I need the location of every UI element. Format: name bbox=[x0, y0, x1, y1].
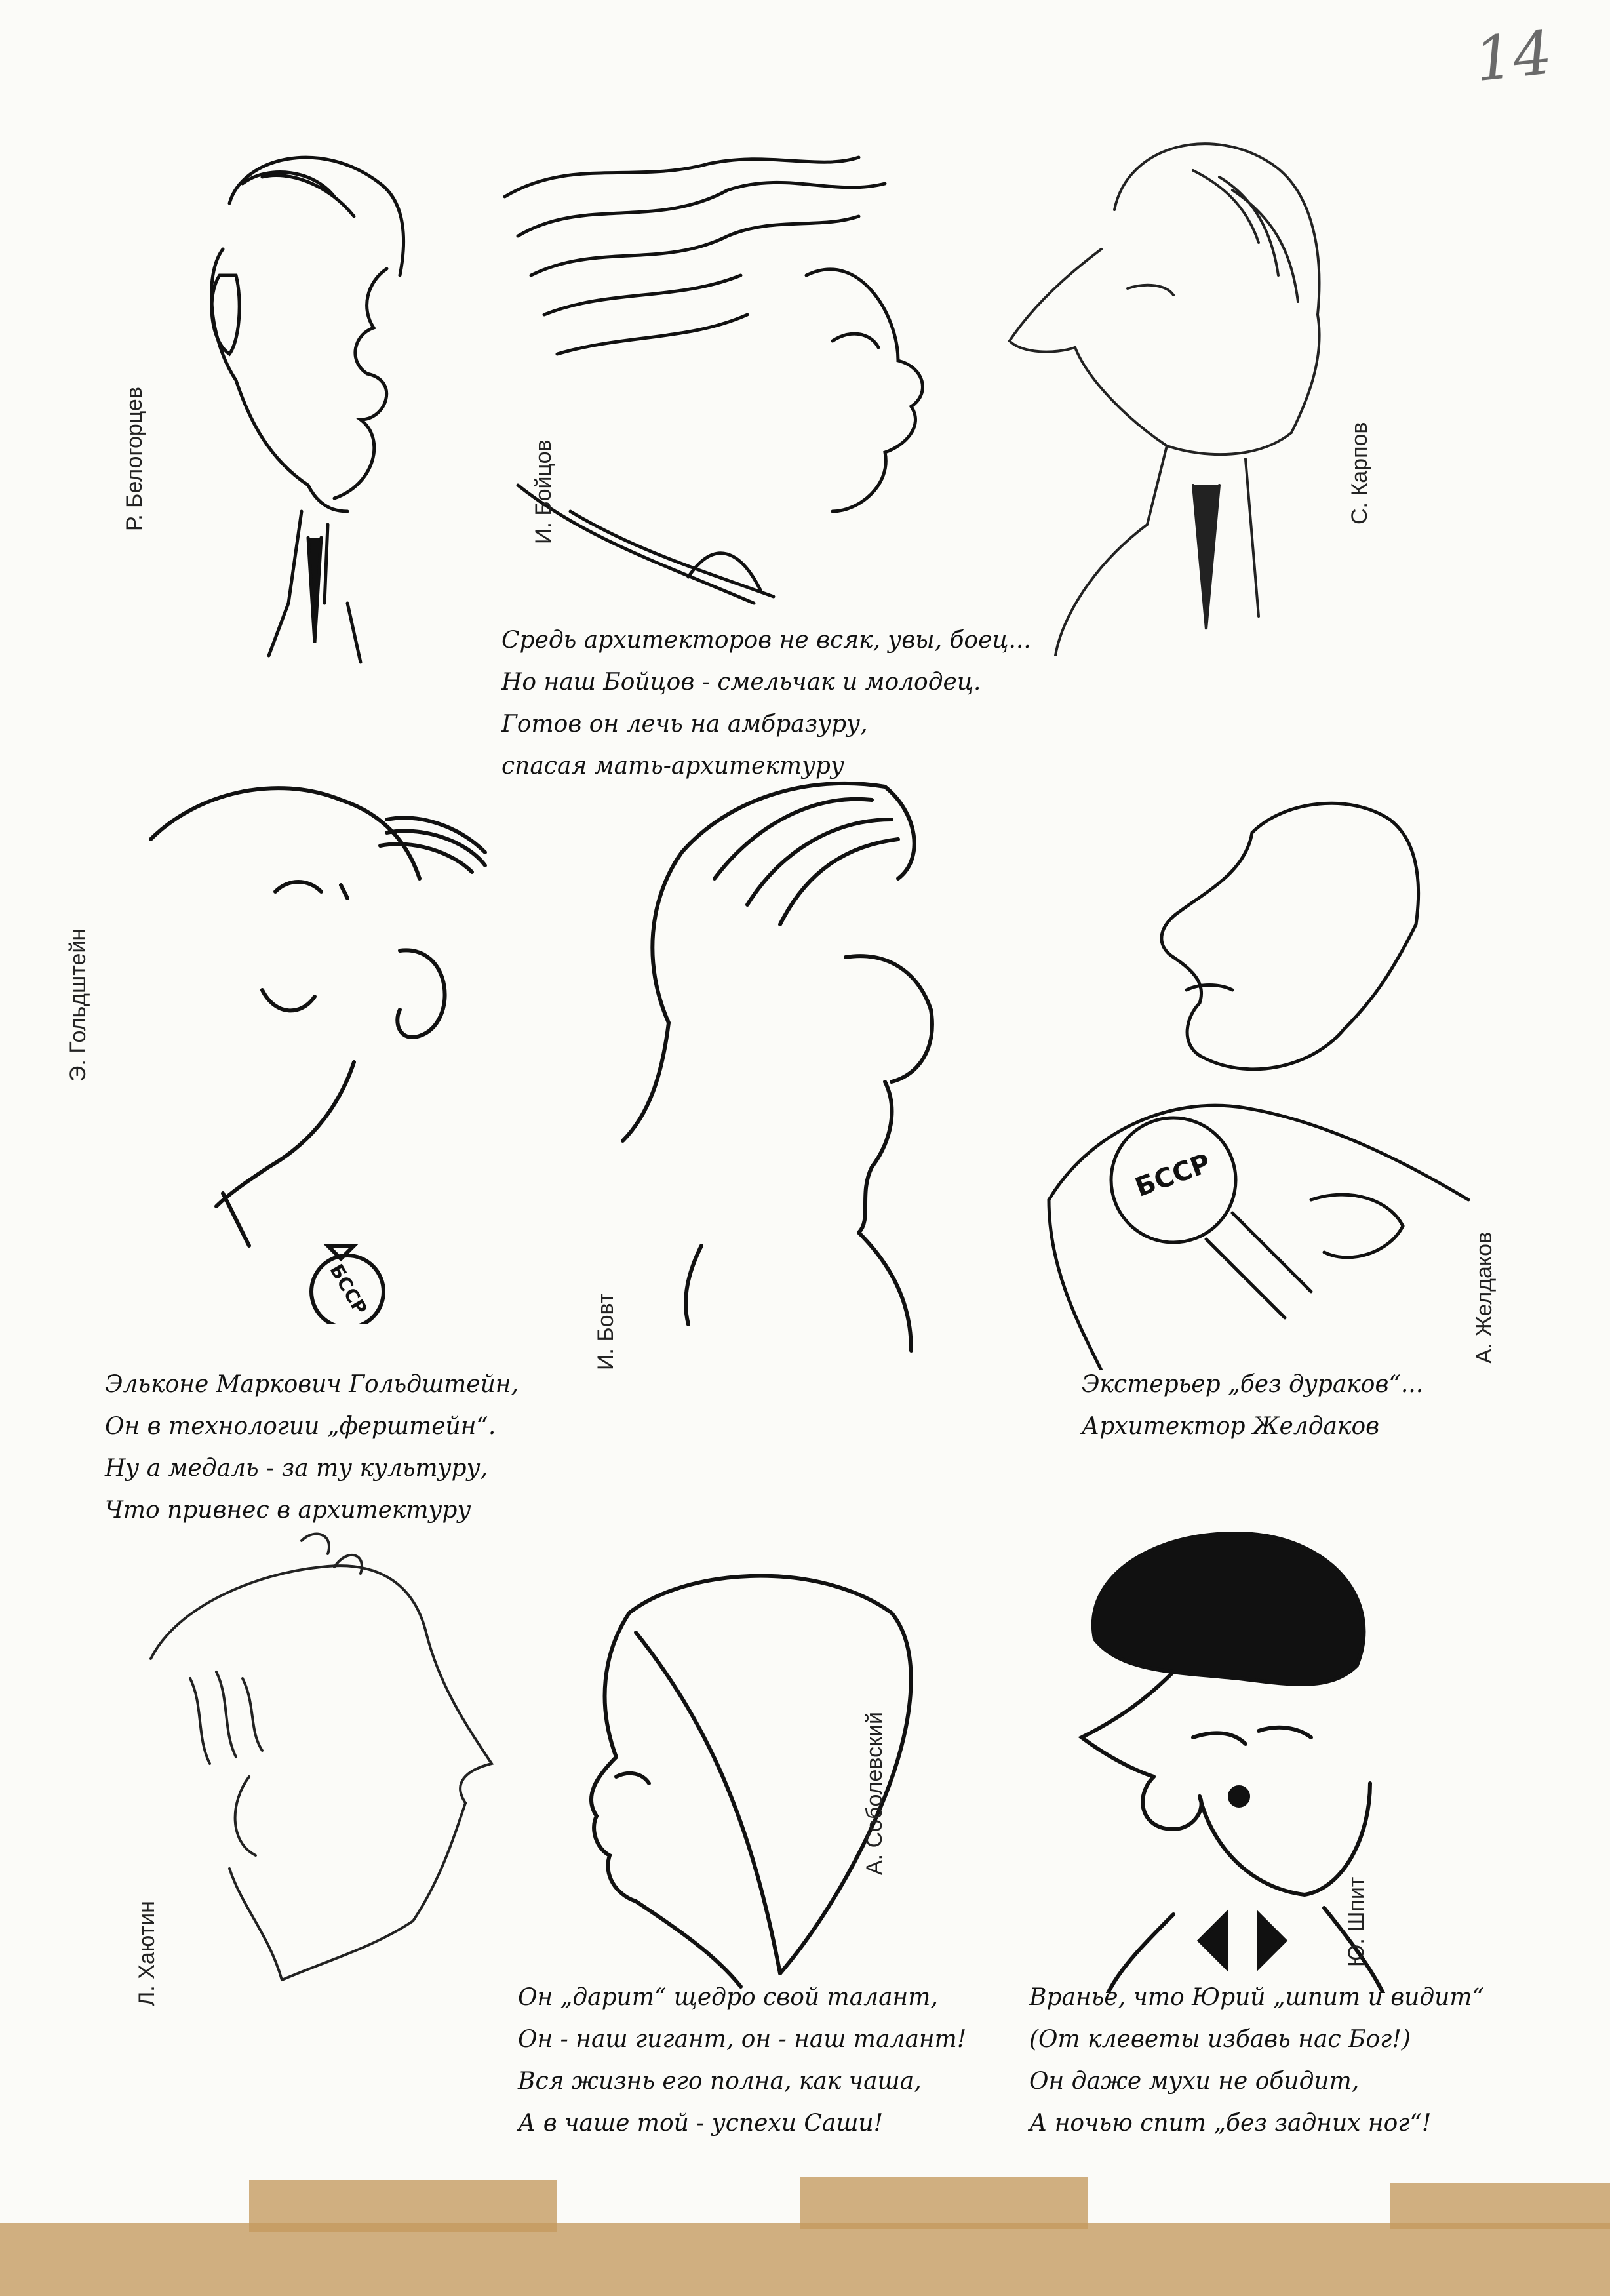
caricature-khayutin bbox=[138, 1528, 505, 1987]
verse-zheldakov bbox=[1082, 1364, 1423, 1448]
verse-line: Что привнес в архитектуру bbox=[105, 1497, 471, 1524]
verse-line: Он даже мухи не обидит, bbox=[1029, 2068, 1360, 2095]
verse-line: Он в технологии „ферштейн“. bbox=[105, 1413, 496, 1440]
caricature-goldshtein bbox=[144, 774, 511, 1324]
portrait-label: Р. Белогорцев bbox=[122, 387, 147, 531]
verse-line: Эльконе Маркович Гольдштейн, bbox=[105, 1371, 519, 1398]
verse-sobolevsky bbox=[518, 1977, 966, 2145]
verse-line: Он - наш гигант, он - наш талант! bbox=[518, 2026, 967, 2053]
verse-line: Вся жизнь его полна, как чаша, bbox=[518, 2068, 922, 2095]
verse-line: А в чаше той - успехи Саши! bbox=[518, 2110, 884, 2137]
portrait-label: А. Соболевский bbox=[862, 1712, 887, 1875]
page-number: 14 bbox=[1471, 17, 1556, 96]
verse-line: Экстерьер „без дураков“... bbox=[1082, 1371, 1424, 1398]
caricature-karpov bbox=[996, 118, 1403, 656]
verse-line: (От клеветы избавь нас Бог!) bbox=[1029, 2026, 1411, 2053]
verse-boytsov bbox=[501, 620, 1031, 787]
verse-line: спасая мать-архитектуру bbox=[501, 753, 844, 780]
tape-tab bbox=[800, 2177, 1088, 2229]
medal-text: БССР bbox=[325, 1260, 372, 1318]
portrait-label: И. Бовт bbox=[593, 1293, 618, 1370]
verse-line: А ночью спит „без задних ног“! bbox=[1029, 2110, 1432, 2137]
portrait-label: С. Карпов bbox=[1347, 422, 1372, 525]
verse-line: Вранье, что Юрий „шпит и видит“ bbox=[1029, 1984, 1484, 2011]
portrait-label: А. Желдаков bbox=[1472, 1231, 1497, 1364]
portrait-label: И. Бойцов bbox=[531, 439, 556, 544]
verse-line: Готов он лечь на амбразуру, bbox=[501, 711, 868, 738]
portrait-label: Э. Гольдштейн bbox=[66, 928, 90, 1082]
caricature-boytsov bbox=[492, 144, 951, 616]
caricature-zheldakov bbox=[1036, 793, 1482, 1370]
verse-shpit bbox=[1029, 1977, 1484, 2145]
verse-line: Средь архитекторов не всяк, увы, боец... bbox=[501, 627, 1031, 654]
medal-text: БССР bbox=[1131, 1148, 1215, 1203]
verse-line: Но наш Бойцов - смельчак и молодец. bbox=[501, 669, 981, 696]
portrait-label: Ю. Шпит bbox=[1344, 1876, 1369, 1967]
verse-line: Он „дарит“ щедро свой талант, bbox=[518, 1984, 938, 2011]
caricature-belogortsev bbox=[190, 144, 439, 669]
portrait-label: Л. Хаютин bbox=[134, 1901, 159, 2006]
tape-tab bbox=[1390, 2183, 1610, 2229]
verse-line: Ну а медаль - за ту культуру, bbox=[105, 1455, 488, 1482]
tape-strip bbox=[0, 2223, 1610, 2296]
caricature-bovt bbox=[610, 774, 977, 1383]
verse-goldshtein bbox=[105, 1364, 519, 1532]
verse-line: Архитектор Желдаков bbox=[1082, 1413, 1380, 1440]
tape-tab bbox=[249, 2180, 557, 2232]
